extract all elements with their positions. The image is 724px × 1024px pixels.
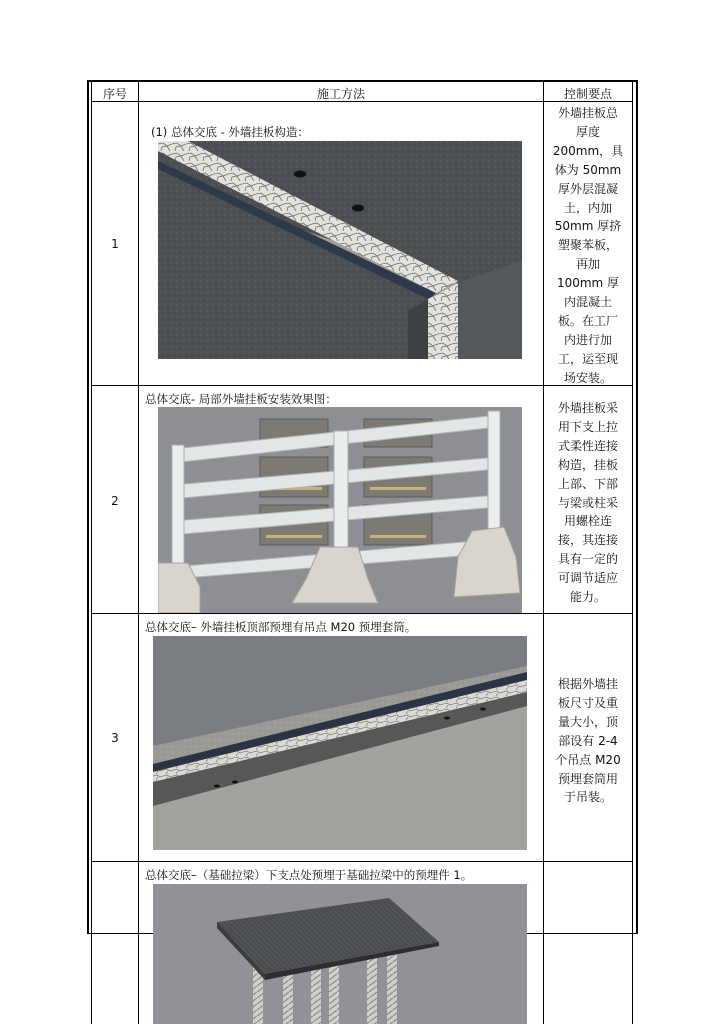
control-line: 能力。 (569, 590, 606, 605)
table-border-left-inner (91, 80, 92, 1024)
row-1-control (544, 104, 632, 388)
control-line: 与梁或柱采 (557, 495, 618, 510)
control-line: 体为 50mm (554, 162, 622, 177)
control-line: 板尺寸及重 (557, 695, 618, 710)
control-line: 用下支上拉 (557, 419, 618, 434)
header-control: 控制要点 (563, 87, 612, 101)
control-line: 接，其连接 (557, 533, 618, 548)
control-line: 内混凝土 (563, 295, 612, 310)
row-2-seq: 2 (111, 494, 119, 508)
control-line: 外墙挂板总 (557, 106, 618, 120)
table-border-left-outer (87, 80, 89, 934)
control-line: 再加 (575, 257, 600, 272)
row-2-caption: 总体交底- 局部外墙挂板安装效果图： (145, 392, 337, 406)
control-line: 构造，挂板 (557, 457, 618, 472)
row-3-control (544, 675, 632, 807)
table-column-divider-1 (138, 80, 139, 1024)
header-method: 施工方法 (316, 87, 365, 101)
control-line: 上部、下部 (557, 476, 618, 491)
row-divider-3 (91, 861, 633, 862)
control-line: 工，运至现 (557, 351, 618, 366)
control-line: 100mm 厚 (556, 276, 620, 291)
embedded-plate-image (153, 884, 527, 1024)
control-line: 内进行加 (563, 332, 612, 347)
control-line: 外墙挂板采 (557, 401, 618, 415)
table-border-top (87, 80, 638, 82)
control-line: 部设有 2-4 (558, 733, 618, 748)
control-line: 厚外层混凝 (557, 181, 618, 196)
control-line: 根据外墙挂 (557, 677, 618, 691)
table-border-right-inner (632, 80, 633, 1024)
row-3-seq: 3 (111, 731, 119, 745)
row-3-caption: 总体交底– 外墙挂板顶部预埋有吊点 M20 预埋套筒。 (145, 620, 417, 634)
control-line: 式柔性连接 (557, 438, 618, 453)
wall-panel-section-image (158, 141, 522, 359)
control-line: 具有一定的 (557, 552, 618, 567)
control-line: 于吊装。 (563, 790, 612, 805)
frame-installation-image (158, 407, 522, 613)
control-line: 50mm 厚挤 (554, 219, 622, 234)
control-line: 量大小，顶 (557, 714, 618, 729)
control-line: 塑聚苯板， (557, 238, 618, 253)
control-line: 200mm，具 (552, 143, 624, 158)
control-line: 板。在工厂 (557, 313, 618, 328)
control-line: 预埋套筒用 (557, 771, 618, 786)
control-line: 场安装。 (563, 370, 612, 385)
control-line: 用螺栓连 (563, 514, 612, 529)
row-1-caption: (1) 总体交底 - 外墙挂板构造： (151, 125, 309, 139)
header-seq: 序号 (102, 87, 127, 101)
control-line: 厚度 (575, 124, 600, 139)
row-4-caption: 总体交底–（基础拉梁）下支点处预埋于基础拉梁中的预埋件 1。 (145, 868, 473, 882)
table-border-right-outer (636, 80, 638, 934)
row-2-control (544, 399, 632, 607)
control-line: 土，内加 (563, 200, 612, 215)
row-divider-2 (91, 613, 633, 614)
row-1-seq: 1 (111, 237, 119, 251)
control-line: 个吊点 M20 (555, 752, 621, 767)
panel-top-image (153, 636, 527, 850)
control-line: 可调节适应 (557, 571, 618, 586)
